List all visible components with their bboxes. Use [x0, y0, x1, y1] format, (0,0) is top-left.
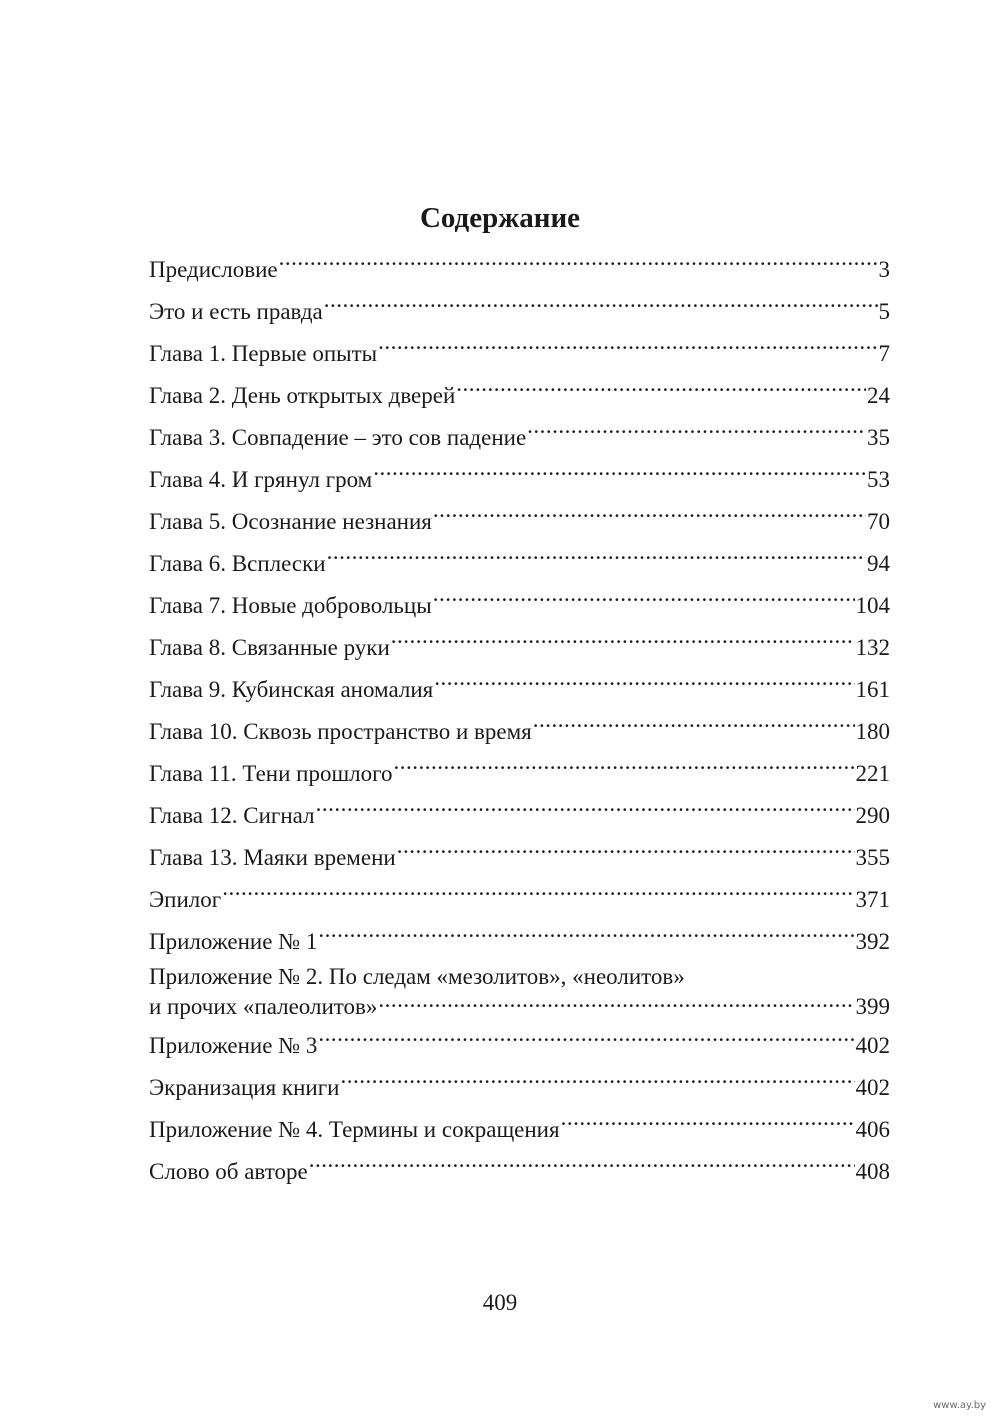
toc-leader-dots — [434, 674, 854, 697]
toc-entry — [149, 753, 890, 795]
toc-leader-dots — [373, 464, 866, 487]
toc-entry-title: Глава 1. Первые опыты — [149, 341, 378, 366]
toc-entry-page: 24 — [867, 383, 890, 408]
toc-entry-title: Приложение № 3 — [149, 1033, 318, 1058]
toc-leader-dots — [316, 800, 855, 823]
toc-entry-title: Это и есть правда — [149, 299, 323, 324]
toc-entry-title: Предисловие — [149, 257, 278, 282]
toc-entry — [149, 921, 890, 963]
toc-entry — [149, 375, 890, 417]
toc-entry — [149, 1025, 890, 1067]
toc-entry-title: Глава 3. Совпадение – это сов падение — [149, 425, 527, 450]
toc-entry — [149, 1109, 890, 1151]
toc-entry-title: Глава 11. Тени прошлого — [149, 761, 393, 786]
toc-entry-title: Глава 8. Связанные руки — [149, 635, 390, 660]
toc-leader-dots — [318, 926, 854, 949]
toc-entry-title: Экранизация книги — [149, 1075, 340, 1100]
toc-entry-page: 7 — [878, 341, 890, 366]
toc-entry-page: 392 — [855, 929, 890, 954]
toc-entry-title: Глава 2. День открытых дверей — [149, 383, 456, 408]
toc-leader-dots — [561, 1114, 855, 1137]
toc-entry-page: 104 — [855, 593, 890, 618]
toc-entry — [149, 543, 890, 585]
toc-entry-title: Слово об авторе — [149, 1159, 308, 1184]
toc-leader-dots — [279, 254, 878, 277]
toc-entry-page: 161 — [855, 677, 890, 702]
toc-list — [149, 249, 890, 1193]
toc-entry-page: 132 — [855, 635, 890, 660]
toc-entry — [149, 795, 890, 837]
toc-entry-page: 53 — [867, 467, 890, 492]
watermark: www.ay.by — [933, 1400, 986, 1411]
toc-entry-page: 221 — [855, 761, 890, 786]
toc-entry-page: 402 — [855, 1033, 890, 1058]
toc-entry-title: Глава 9. Кубинская аномалия — [149, 677, 434, 702]
toc-entry — [149, 501, 890, 543]
toc-entry-title-line1: Приложение № 2. По следам «мезолитов», «неолитов» — [149, 964, 685, 989]
toc-entry-page: 402 — [855, 1075, 890, 1100]
toc-entry-title-line2: и прочих «палеолитов» — [149, 994, 378, 1019]
toc-entry-title: Глава 4. И грянул гром — [149, 467, 373, 492]
toc-entry-page: 3 — [878, 257, 890, 282]
toc-entry-title: Глава 13. Маяки времени — [149, 845, 396, 870]
toc-leader-dots — [527, 422, 866, 445]
toc-entry — [149, 459, 890, 501]
toc-entry-page: 399 — [855, 994, 890, 1019]
toc-leader-dots — [533, 716, 855, 739]
toc-entry-title: Глава 7. Новые добровольцы — [149, 593, 432, 618]
toc-entry — [149, 1067, 890, 1109]
toc-entry — [149, 333, 890, 375]
toc-entry-page: 180 — [855, 719, 890, 744]
toc-leader-dots — [309, 1156, 855, 1179]
toc-leader-dots — [394, 758, 855, 781]
toc-entry — [149, 585, 890, 627]
toc-entry — [149, 249, 890, 291]
page-number: 409 — [482, 1290, 518, 1315]
toc-entry-title: Приложение № 1 — [149, 929, 318, 954]
toc-leader-dots — [327, 548, 866, 571]
toc-leader-dots — [378, 991, 854, 1014]
toc-entry — [149, 879, 890, 921]
toc-leader-dots — [433, 506, 866, 529]
toc-entry — [149, 627, 890, 669]
toc-leader-dots — [391, 632, 855, 655]
toc-entry-page: 371 — [855, 887, 890, 912]
toc-entry — [149, 291, 890, 333]
toc-entry-title: Глава 5. Осознание незнания — [149, 509, 432, 534]
toc-entry — [149, 417, 890, 459]
toc-entry — [149, 837, 890, 879]
toc-entry-page: 406 — [855, 1117, 890, 1142]
toc-entry-page: 70 — [867, 509, 890, 534]
toc-heading: Содержание — [419, 202, 581, 234]
toc-entry-title: Глава 12. Сигнал — [149, 803, 315, 828]
toc-leader-dots — [456, 380, 866, 403]
toc-entry-page: 5 — [878, 299, 890, 324]
toc-entry-page: 94 — [867, 551, 890, 576]
toc-entry-page: 290 — [855, 803, 890, 828]
toc-leader-dots — [222, 884, 854, 907]
toc-entry-title: Глава 10. Сквозь пространство и время — [149, 719, 532, 744]
toc-entry-page: 35 — [867, 425, 890, 450]
toc-entry-page: 408 — [855, 1159, 890, 1184]
toc-entry — [149, 711, 890, 753]
toc-leader-dots — [340, 1072, 854, 1095]
toc-entry — [149, 963, 890, 1025]
toc-entry-title: Эпилог — [149, 887, 222, 912]
toc-entry — [149, 1151, 890, 1193]
toc-leader-dots — [318, 1030, 854, 1053]
toc-leader-dots — [397, 842, 855, 865]
toc-leader-dots — [378, 338, 877, 361]
toc-entry-title: Приложение № 4. Термины и сокращения — [149, 1117, 560, 1142]
toc-entry-title: Глава 6. Всплески — [149, 551, 326, 576]
toc-entry — [149, 669, 890, 711]
toc-leader-dots — [433, 590, 855, 613]
toc-entry-page: 355 — [855, 845, 890, 870]
toc-leader-dots — [324, 296, 878, 319]
